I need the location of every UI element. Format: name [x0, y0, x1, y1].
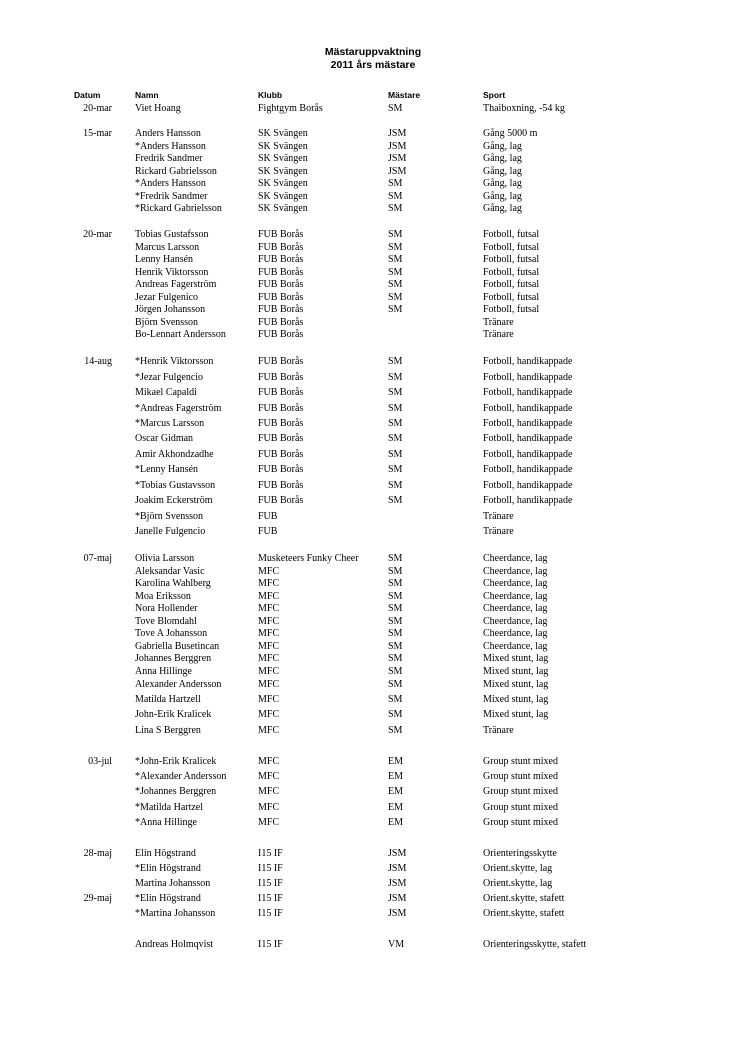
table-row	[0, 178, 746, 190]
row-sport: Mixed stunt, lag	[483, 679, 549, 690]
row-name: Viet Hoang	[135, 103, 181, 114]
row-title: EM	[388, 817, 403, 828]
row-name: Anna Hillinge	[135, 666, 192, 677]
row-title: SM	[388, 591, 403, 602]
row-name: Rickard Gabrielsson	[135, 166, 217, 177]
row-club: MFC	[258, 578, 280, 589]
row-title: SM	[388, 191, 403, 202]
row-sport: Group stunt mixed	[483, 756, 558, 767]
row-club: I15 IF	[258, 893, 283, 904]
table-row	[0, 616, 746, 628]
table-row	[0, 372, 746, 384]
table-row	[0, 141, 746, 153]
row-club: FUB Borås	[258, 418, 304, 429]
row-sport: Gång 5000 m	[483, 128, 538, 139]
header-sport: Sport	[483, 90, 506, 100]
row-sport: Fotboll, handikappade	[483, 464, 573, 475]
row-name: Tove A Johansson	[135, 628, 208, 639]
row-club: SK Svängen	[258, 128, 308, 139]
row-club: FUB Borås	[258, 317, 304, 328]
row-club: FUB Borås	[258, 356, 304, 367]
row-title: SM	[388, 725, 403, 736]
row-name: *Fredrik Sandmer	[135, 191, 208, 202]
row-sport: Orient.skytte, stafett	[483, 908, 565, 919]
row-title: JSM	[388, 153, 407, 164]
row-club: MFC	[258, 679, 280, 690]
table-row	[0, 387, 746, 399]
row-name: Lina S Berggren	[135, 725, 201, 736]
row-name: *Johannes Berggren	[135, 786, 217, 797]
row-club: SK Svängen	[258, 141, 308, 152]
row-sport: Orient.skytte, lag	[483, 863, 553, 874]
row-sport: Fotboll, handikappade	[483, 403, 573, 414]
table-row	[0, 329, 746, 341]
table-row	[0, 229, 746, 241]
row-club: FUB Borås	[258, 464, 304, 475]
row-sport: Orient.skytte, lag	[483, 878, 553, 889]
row-name: Henrik Viktorsson	[135, 267, 209, 278]
row-title: SM	[388, 433, 403, 444]
row-club: Musketeers Funky Cheer	[258, 553, 359, 564]
table-row	[0, 893, 746, 905]
row-name: Gabriella Busetincan	[135, 641, 220, 652]
row-title: SM	[388, 666, 403, 677]
row-name: Joakim Eckerström	[135, 495, 213, 506]
row-sport: Gång, lag	[483, 153, 522, 164]
row-title: SM	[388, 679, 403, 690]
row-sport: Gång, lag	[483, 178, 522, 189]
row-club: FUB Borås	[258, 387, 304, 398]
row-name: John-Erik Kralicek	[135, 709, 212, 720]
row-sport: Mixed stunt, lag	[483, 666, 549, 677]
table-row	[0, 666, 746, 678]
row-name: *Anders Hansson	[135, 178, 206, 189]
row-club: MFC	[258, 817, 280, 828]
row-name: Moa Eriksson	[135, 591, 191, 602]
row-title: SM	[388, 103, 403, 114]
row-club: I15 IF	[258, 939, 283, 950]
row-club: FUB	[258, 526, 278, 537]
row-club: MFC	[258, 566, 280, 577]
row-title: SM	[388, 242, 403, 253]
table-row	[0, 641, 746, 653]
row-sport: Tränare	[483, 317, 514, 328]
row-title: SM	[388, 387, 403, 398]
row-sport: Fotboll, futsal	[483, 279, 540, 290]
row-title: EM	[388, 771, 403, 782]
table-row	[0, 817, 746, 829]
row-club: FUB Borås	[258, 267, 304, 278]
row-club: FUB Borås	[258, 495, 304, 506]
table-row	[0, 679, 746, 691]
table-row	[0, 653, 746, 665]
row-sport: Orienteringsskytte, stafett	[483, 939, 587, 950]
header-club: Klubb	[258, 90, 283, 100]
row-club: MFC	[258, 603, 280, 614]
row-club: SK Svängen	[258, 178, 308, 189]
row-title: SM	[388, 464, 403, 475]
table-row	[0, 591, 746, 603]
row-club: MFC	[258, 591, 280, 602]
row-title: SM	[388, 279, 403, 290]
table-row	[0, 863, 746, 875]
table-row	[0, 267, 746, 279]
row-name: Marcus Larsson	[135, 242, 200, 253]
row-name: Anders Hansson	[135, 128, 201, 139]
row-title: SM	[388, 229, 403, 240]
row-sport: Cheerdance, lag	[483, 553, 548, 564]
row-club: FUB Borås	[258, 292, 304, 303]
table-row	[0, 356, 746, 368]
row-name: *Matilda Hartzel	[135, 802, 204, 813]
row-title: SM	[388, 267, 403, 278]
row-club: MFC	[258, 709, 280, 720]
table-row	[0, 802, 746, 814]
table-row	[0, 203, 746, 215]
table-row	[0, 786, 746, 798]
row-title: EM	[388, 802, 403, 813]
row-sport: Fotboll, handikappade	[483, 356, 573, 367]
row-name: Andreas Fagerström	[135, 279, 217, 290]
row-club: I15 IF	[258, 863, 283, 874]
row-sport: Mixed stunt, lag	[483, 709, 549, 720]
table-row	[0, 166, 746, 178]
table-row	[0, 464, 746, 476]
table-row	[0, 403, 746, 415]
row-title: SM	[388, 694, 403, 705]
row-sport: Group stunt mixed	[483, 786, 558, 797]
row-title: JSM	[388, 166, 407, 177]
row-name: *Alexander Andersson	[135, 771, 227, 782]
document-subtitle: 2011 års mästare	[330, 59, 416, 71]
row-name: Johannes Berggren	[135, 653, 212, 664]
row-club: FUB Borås	[258, 242, 304, 253]
row-name: Fredrik Sandmer	[135, 153, 203, 164]
table-row	[0, 694, 746, 706]
row-name: Lenny Hansén	[135, 254, 194, 265]
table-row	[0, 495, 746, 507]
header-date: Datum	[74, 90, 101, 100]
row-name: *Anders Hansson	[135, 141, 206, 152]
row-name: Elin Högstrand	[135, 848, 196, 859]
row-name: Björn Svensson	[135, 317, 199, 328]
table-row	[0, 848, 746, 860]
row-sport: Tränare	[483, 511, 514, 522]
row-club: SK Svängen	[258, 166, 308, 177]
row-club: I15 IF	[258, 878, 283, 889]
row-sport: Tränare	[483, 725, 514, 736]
row-date: 20-mar	[83, 103, 112, 114]
row-sport: Fotboll, futsal	[483, 254, 540, 265]
row-sport: Cheerdance, lag	[483, 628, 548, 639]
table-row	[0, 628, 746, 640]
row-sport: Cheerdance, lag	[483, 603, 548, 614]
table-row	[0, 553, 746, 565]
row-name: *Lenny Hansén	[135, 464, 199, 475]
row-title: JSM	[388, 141, 407, 152]
row-title: SM	[388, 372, 403, 383]
row-title: JSM	[388, 128, 407, 139]
row-sport: Fotboll, futsal	[483, 304, 540, 315]
row-sport: Fotboll, handikappade	[483, 480, 573, 491]
row-name: *Björn Svensson	[135, 511, 204, 522]
row-date: 29-maj	[83, 893, 112, 904]
row-club: SK Svängen	[258, 153, 308, 164]
row-club: FUB Borås	[258, 229, 304, 240]
row-club: MFC	[258, 694, 280, 705]
row-name: Jezar Fulgenico	[135, 292, 199, 303]
row-sport: Group stunt mixed	[483, 802, 558, 813]
row-name: Bo-Lennart Andersson	[135, 329, 226, 340]
row-sport: Tränare	[483, 329, 514, 340]
row-sport: Tränare	[483, 526, 514, 537]
row-name: Matilda Hartzell	[135, 694, 201, 705]
row-date: 28-maj	[83, 848, 112, 859]
row-name: *Jezar Fulgencio	[135, 372, 204, 383]
table-row	[0, 304, 746, 316]
document-title: Mästaruppvaktning	[324, 46, 422, 58]
row-name: *Anna Hillinge	[135, 817, 197, 828]
row-club: FUB Borås	[258, 329, 304, 340]
row-title: SM	[388, 480, 403, 491]
row-sport: Thaiboxning, -54 kg	[483, 103, 565, 114]
row-title: SM	[388, 418, 403, 429]
row-sport: Cheerdance, lag	[483, 641, 548, 652]
row-name: Nora Hollender	[135, 603, 198, 614]
row-name: Olivia Larsson	[135, 553, 195, 564]
row-name: Janelle Fulgencio	[135, 526, 206, 537]
row-sport: Orienteringsskytte	[483, 848, 557, 859]
row-title: SM	[388, 653, 403, 664]
row-club: MFC	[258, 802, 280, 813]
row-club: SK Svängen	[258, 191, 308, 202]
table-row	[0, 725, 746, 737]
row-sport: Fotboll, handikappade	[483, 418, 573, 429]
row-name: Oscar Gidman	[135, 433, 194, 444]
row-date: 07-maj	[83, 553, 112, 564]
row-name: *Martina Johansson	[135, 908, 216, 919]
table-row	[0, 566, 746, 578]
row-sport: Fotboll, futsal	[483, 267, 540, 278]
row-name: *Elin Högstrand	[135, 893, 201, 904]
row-name: *John-Erik Kralicek	[135, 756, 217, 767]
row-club: MFC	[258, 666, 280, 677]
row-title: SM	[388, 578, 403, 589]
row-sport: Group stunt mixed	[483, 771, 558, 782]
row-title: SM	[388, 603, 403, 614]
row-name: Tove Blomdahl	[135, 616, 197, 627]
row-club: MFC	[258, 756, 280, 767]
row-title: JSM	[388, 878, 407, 889]
row-title: SM	[388, 566, 403, 577]
row-sport: Fotboll, futsal	[483, 242, 540, 253]
row-sport: Gång, lag	[483, 166, 522, 177]
row-sport: Fotboll, futsal	[483, 229, 540, 240]
row-title: EM	[388, 756, 403, 767]
row-club: MFC	[258, 771, 280, 782]
row-sport: Cheerdance, lag	[483, 566, 548, 577]
row-title: SM	[388, 178, 403, 189]
table-row	[0, 103, 746, 115]
row-title: SM	[388, 709, 403, 720]
table-row	[0, 191, 746, 203]
row-title: SM	[388, 495, 403, 506]
table-row	[0, 279, 746, 291]
row-sport: Cheerdance, lag	[483, 616, 548, 627]
table-row	[0, 511, 746, 523]
row-date: 15-mar	[83, 128, 112, 139]
table-row	[0, 242, 746, 254]
row-club: MFC	[258, 628, 280, 639]
row-sport: Gång, lag	[483, 203, 522, 214]
table-row	[0, 418, 746, 430]
row-date: 20-mar	[83, 229, 112, 240]
table-row	[0, 153, 746, 165]
row-sport: Cheerdance, lag	[483, 591, 548, 602]
table-row	[0, 292, 746, 304]
row-name: *Tobias Gustavsson	[135, 480, 216, 491]
row-date: 03-jul	[88, 756, 112, 767]
table-row	[0, 908, 746, 920]
row-name: *Rickard Gabrielsson	[135, 203, 222, 214]
header-title: Mästare	[388, 90, 421, 100]
row-name: Aleksandar Vasic	[135, 566, 205, 577]
row-club: MFC	[258, 641, 280, 652]
row-club: FUB Borås	[258, 480, 304, 491]
row-name: Alexander Andersson	[135, 679, 222, 690]
row-club: MFC	[258, 616, 280, 627]
table-row	[0, 449, 746, 461]
row-sport: Gång, lag	[483, 141, 522, 152]
row-club: FUB	[258, 511, 278, 522]
row-club: FUB Borås	[258, 254, 304, 265]
row-date: 14-aug	[84, 356, 112, 367]
row-title: JSM	[388, 848, 407, 859]
row-title: SM	[388, 304, 403, 315]
row-title: SM	[388, 641, 403, 652]
table-row	[0, 433, 746, 445]
table-row	[0, 526, 746, 538]
table-row	[0, 578, 746, 590]
table-row	[0, 128, 746, 140]
table-row	[0, 756, 746, 768]
row-title: SM	[388, 553, 403, 564]
table-row	[0, 709, 746, 721]
row-name: *Andreas Fagerström	[135, 403, 222, 414]
table-row	[0, 939, 746, 951]
row-sport: Gång, lag	[483, 191, 522, 202]
row-club: MFC	[258, 653, 280, 664]
table-row	[0, 603, 746, 615]
row-club: MFC	[258, 725, 280, 736]
row-title: SM	[388, 254, 403, 265]
row-title: SM	[388, 449, 403, 460]
row-sport: Orient.skytte, stafett	[483, 893, 565, 904]
row-sport: Mixed stunt, lag	[483, 694, 549, 705]
row-title: JSM	[388, 893, 407, 904]
row-club: I15 IF	[258, 848, 283, 859]
row-name: Amir Akhondzadhe	[135, 449, 214, 460]
table-row	[0, 480, 746, 492]
row-name: *Marcus Larsson	[135, 418, 205, 429]
row-title: SM	[388, 616, 403, 627]
row-club: FUB Borås	[258, 304, 304, 315]
row-name: Andreas Holmqvist	[135, 939, 214, 950]
row-club: Fightgym Borås	[258, 103, 323, 114]
row-sport: Cheerdance, lag	[483, 578, 548, 589]
row-club: FUB Borås	[258, 449, 304, 460]
row-club: FUB Borås	[258, 433, 304, 444]
row-sport: Fotboll, handikappade	[483, 449, 573, 460]
row-sport: Fotboll, futsal	[483, 292, 540, 303]
row-sport: Fotboll, handikappade	[483, 372, 573, 383]
row-club: FUB Borås	[258, 372, 304, 383]
row-club: SK Svängen	[258, 203, 308, 214]
row-name: *Elin Högstrand	[135, 863, 201, 874]
row-title: SM	[388, 628, 403, 639]
row-sport: Group stunt mixed	[483, 817, 558, 828]
row-club: FUB Borås	[258, 403, 304, 414]
row-name: Karolina Wahlberg	[135, 578, 211, 589]
row-sport: Fotboll, handikappade	[483, 495, 573, 506]
row-title: SM	[388, 403, 403, 414]
row-title: JSM	[388, 908, 407, 919]
row-title: SM	[388, 203, 403, 214]
row-club: I15 IF	[258, 908, 283, 919]
row-name: Mikael Capaldi	[135, 387, 197, 398]
row-name: Tobias Gustafsson	[135, 229, 209, 240]
header-name: Namn	[135, 90, 159, 100]
table-row	[0, 254, 746, 266]
row-club: FUB Borås	[258, 279, 304, 290]
row-name: Martina Johansson	[135, 878, 211, 889]
table-row	[0, 771, 746, 783]
table-row	[0, 317, 746, 329]
row-title: VM	[388, 939, 405, 950]
row-sport: Fotboll, handikappade	[483, 387, 573, 398]
row-title: SM	[388, 356, 403, 367]
row-title: JSM	[388, 863, 407, 874]
row-sport: Fotboll, handikappade	[483, 433, 573, 444]
row-sport: Mixed stunt, lag	[483, 653, 549, 664]
row-name: *Henrik Viktorsson	[135, 356, 214, 367]
row-club: MFC	[258, 786, 280, 797]
row-name: Jörgen Johansson	[135, 304, 206, 315]
table-row	[0, 878, 746, 890]
row-title: SM	[388, 292, 403, 303]
row-title: EM	[388, 786, 403, 797]
